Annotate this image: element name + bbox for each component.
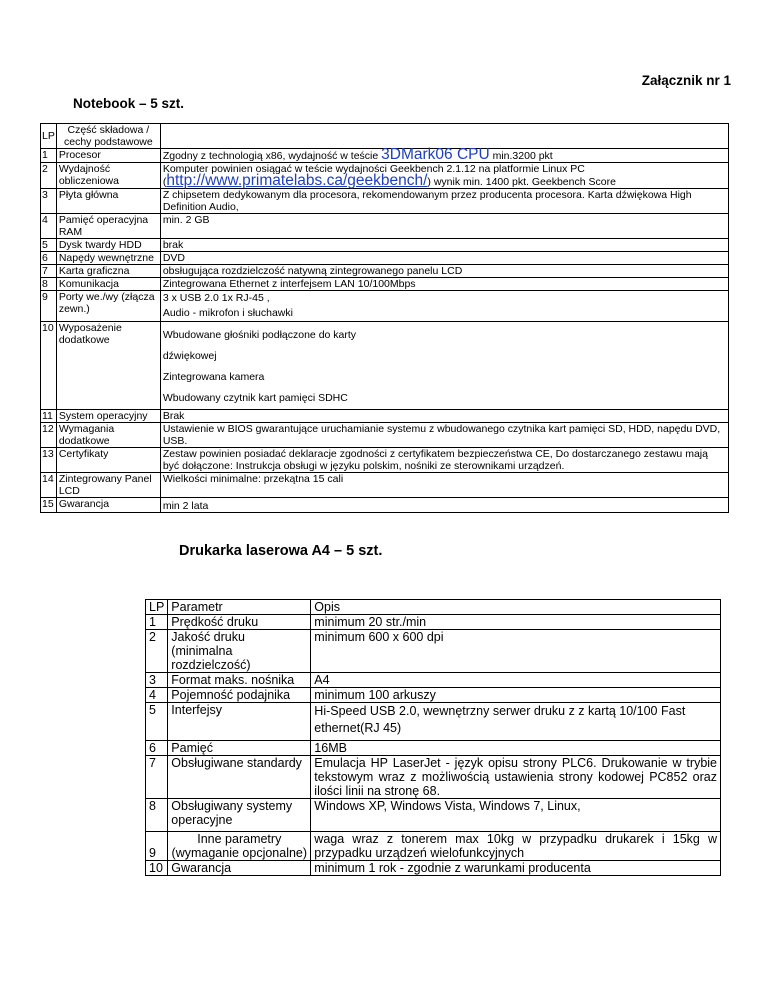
table-row bbox=[41, 239, 729, 252]
table-row bbox=[146, 756, 721, 799]
row-param: Pojemność podajnika bbox=[168, 688, 311, 703]
row-lp: 8 bbox=[41, 278, 57, 291]
row-lp: 2 bbox=[146, 630, 168, 673]
spec-line: Wbudowane głośniki podłączone do karty bbox=[162, 329, 357, 341]
spec-text: Komputer powinien osiągać w teście wydajności Geekbench 2.1.12 na platformie Linux PC ( bbox=[162, 163, 585, 188]
row-param: Interfejsy bbox=[168, 703, 311, 741]
row-desc: minimum 100 arkuszy bbox=[311, 688, 721, 703]
table-row bbox=[146, 688, 721, 703]
row-spec: Z chipsetem dedykowanym dla procesora, rekomendowanym przez producenta procesora. Karta dźwiękowa High Definition Audio, bbox=[160, 189, 728, 214]
row-lp: 6 bbox=[146, 741, 168, 756]
spec-line: Zintegrowana kamera bbox=[162, 371, 265, 383]
row-spec bbox=[160, 146, 728, 163]
row-desc: minimum 1 rok - zgodnie z warunkami producenta bbox=[311, 861, 721, 876]
row-part: System operacyjny bbox=[56, 410, 160, 423]
header-spec bbox=[160, 124, 728, 149]
row-desc: A4 bbox=[311, 673, 721, 688]
row-desc: minimum 20 str./min bbox=[311, 615, 721, 630]
table-row bbox=[146, 861, 721, 876]
row-param: Obsługiwany systemy operacyjne bbox=[168, 799, 311, 832]
row-lp: 7 bbox=[41, 265, 57, 278]
row-spec: Brak bbox=[160, 410, 728, 423]
table-row bbox=[41, 149, 729, 163]
row-part: Zintegrowany Panel LCD bbox=[56, 473, 160, 498]
row-lp: 5 bbox=[146, 703, 168, 741]
table-row bbox=[146, 799, 721, 832]
row-lp: 14 bbox=[41, 473, 57, 498]
row-lp: 1 bbox=[146, 615, 168, 630]
table-row bbox=[146, 832, 721, 861]
header-lp: LP bbox=[41, 124, 57, 149]
notebook-title: Notebook – 5 szt. bbox=[73, 96, 185, 111]
spec-line: Audio - mikrofon i słuchawki bbox=[162, 307, 293, 319]
row-spec bbox=[160, 291, 728, 322]
row-part: Napędy wewnętrzne bbox=[56, 252, 160, 265]
header-param: Parametr bbox=[168, 600, 311, 615]
annex-label: Załącznik nr 1 bbox=[641, 73, 731, 88]
row-spec: DVD bbox=[160, 252, 728, 265]
row-lp: 6 bbox=[41, 252, 57, 265]
row-spec: Zestaw powinien posiadać deklaracje zgodności z certyfikatem bezpieczeństwa CE, Do dostarczanego zestawu mają być dołączone: Instrukcja obsługi w języku polskim, nośniki ze sterownikami urządzeń. bbox=[160, 448, 728, 473]
row-lp: 2 bbox=[41, 163, 57, 189]
table-row bbox=[41, 423, 729, 448]
spec-text: Zgodny z technologią x86, wydajność w teście bbox=[162, 150, 382, 162]
row-param: Format maks. nośnika bbox=[168, 673, 311, 688]
row-lp: 4 bbox=[146, 688, 168, 703]
row-part: Płyta główna bbox=[56, 189, 160, 214]
table-row bbox=[41, 498, 729, 513]
row-param: Prędkość druku bbox=[168, 615, 311, 630]
row-lp: 4 bbox=[41, 214, 57, 239]
table-row bbox=[41, 265, 729, 278]
printer-spec-table bbox=[145, 599, 721, 876]
row-part: Wydajność obliczeniowa bbox=[56, 163, 160, 189]
table-row bbox=[146, 630, 721, 673]
row-lp: 10 bbox=[146, 861, 168, 876]
row-spec: Ustawienie w BIOS gwarantujące uruchamianie systemu z wbudowanego czytnika kart pamięci SD, HDD, napędu DVD, USB. bbox=[160, 423, 728, 448]
row-desc: Hi-Speed USB 2.0, wewnętrzny serwer druku z z kartą 10/100 Fast ethernet(RJ 45) bbox=[311, 703, 721, 741]
table-row bbox=[41, 291, 729, 322]
table-header-row bbox=[41, 124, 729, 149]
row-desc: Windows XP, Windows Vista, Windows 7, Linux, bbox=[311, 799, 721, 832]
row-desc: 16MB bbox=[311, 741, 721, 756]
table-row bbox=[41, 214, 729, 239]
row-desc: Emulacja HP LaserJet - język opisu strony PLC6. Drukowanie w trybie tekstowym wraz z możliwością ustawienia strony kodowej PC852 oraz ilości linii na stronę 68. bbox=[311, 756, 721, 799]
table-row bbox=[146, 741, 721, 756]
spec-text: min.3200 pkt bbox=[489, 150, 553, 162]
row-lp: 9 bbox=[41, 291, 57, 322]
row-param: Inne parametry (wymaganie opcjonalne) bbox=[168, 832, 311, 861]
row-lp: 12 bbox=[41, 423, 57, 448]
row-part: Wymagania dodatkowe bbox=[56, 423, 160, 448]
row-spec bbox=[160, 322, 728, 410]
table-row bbox=[41, 322, 729, 410]
row-part: Dysk twardy HDD bbox=[56, 239, 160, 252]
row-part: Procesor bbox=[56, 149, 160, 163]
table-row bbox=[146, 703, 721, 741]
header-desc: Opis bbox=[311, 600, 721, 615]
table-row bbox=[41, 410, 729, 423]
row-part: Porty we./wy (złącza zewn.) bbox=[56, 291, 160, 322]
row-lp: 3 bbox=[146, 673, 168, 688]
row-param: Jakość druku (minimalna rozdzielczość) bbox=[168, 630, 311, 673]
table-row bbox=[41, 278, 729, 291]
header-part: Część składowa / cechy podstawowe bbox=[56, 124, 160, 149]
row-lp: 13 bbox=[41, 448, 57, 473]
row-param: Obsługiwane standardy bbox=[168, 756, 311, 799]
table-row bbox=[41, 473, 729, 498]
table-row bbox=[41, 163, 729, 189]
row-spec: brak bbox=[160, 239, 728, 252]
row-lp: 8 bbox=[146, 799, 168, 832]
printer-title: Drukarka laserowa A4 – 5 szt. bbox=[179, 543, 383, 559]
row-lp: 15 bbox=[41, 498, 57, 513]
row-lp: 9 bbox=[146, 832, 168, 861]
row-part: Komunikacja bbox=[56, 278, 160, 291]
row-param: Gwarancja bbox=[168, 861, 311, 876]
spec-text: ) wynik min. 1400 pkt. Geekbench Score bbox=[427, 176, 616, 188]
row-spec: min. 2 GB bbox=[160, 214, 728, 239]
table-row bbox=[41, 252, 729, 265]
spec-line: 3 x USB 2.0 1x RJ-45 , bbox=[162, 292, 270, 304]
row-part: Karta graficzna bbox=[56, 265, 160, 278]
row-part: Wyposażenie dodatkowe bbox=[56, 322, 160, 410]
row-lp: 3 bbox=[41, 189, 57, 214]
row-spec: min 2 lata bbox=[160, 498, 728, 513]
table-header-row bbox=[146, 600, 721, 615]
notebook-spec-table bbox=[40, 123, 729, 513]
benchmark-name: 3DMark06 CPU bbox=[381, 146, 490, 163]
row-lp: 5 bbox=[41, 239, 57, 252]
spec-line: Wbudowany czytnik kart pamięci SDHC bbox=[162, 392, 348, 404]
table-row bbox=[41, 189, 729, 214]
table-row bbox=[41, 448, 729, 473]
table-row bbox=[146, 673, 721, 688]
row-lp: 7 bbox=[146, 756, 168, 799]
row-spec bbox=[160, 163, 728, 189]
row-lp: 1 bbox=[41, 149, 57, 163]
table-row bbox=[146, 615, 721, 630]
row-param: Pamięć bbox=[168, 741, 311, 756]
row-desc: waga wraz z tonerem max 10kg w przypadku drukarek i 15kg w przypadku urządzeń wielofunkcyjnych bbox=[311, 832, 721, 861]
row-spec: Wielkości minimalne: przekątna 15 cali bbox=[160, 473, 728, 498]
row-spec: Zintegrowana Ethernet z interfejsem LAN 10/100Mbps bbox=[160, 278, 728, 291]
row-spec: obsługująca rozdzielczość natywną zintegrowanego panelu LCD bbox=[160, 265, 728, 278]
row-lp: 10 bbox=[41, 322, 57, 410]
row-desc: minimum 600 x 600 dpi bbox=[311, 630, 721, 673]
row-lp: 11 bbox=[41, 410, 57, 423]
geekbench-link[interactable]: http://www.primatelabs.ca/geekbench/ bbox=[166, 172, 428, 189]
row-part: Gwarancja bbox=[56, 498, 160, 513]
row-part: Pamięć operacyjna RAM bbox=[56, 214, 160, 239]
row-part: Certyfikaty bbox=[56, 448, 160, 473]
spec-line: dźwiękowej bbox=[162, 350, 217, 362]
header-lp: LP bbox=[146, 600, 168, 615]
